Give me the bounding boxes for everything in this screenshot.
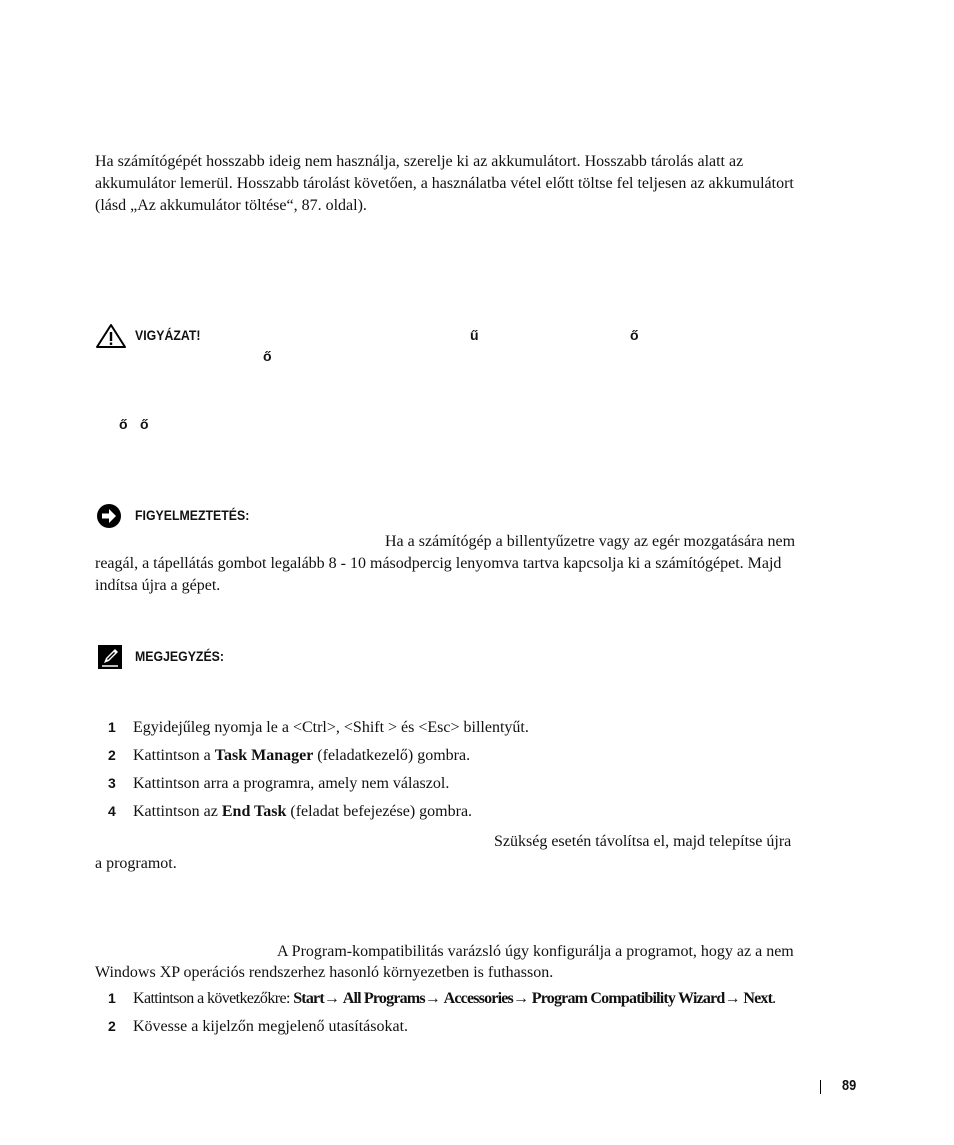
notice-icon: [96, 503, 122, 529]
list-item: [108, 1018, 408, 1036]
battery-storage-paragraph: [95, 151, 855, 217]
caution-glyph: ő: [263, 348, 272, 364]
caution-label: VIGYÁZAT!: [135, 327, 201, 343]
step-number: 1: [108, 990, 116, 1006]
list-item: [108, 990, 776, 1008]
reinstall-line: Szükség esetén távolítsa el, majd telepítse újra: [494, 833, 792, 850]
stray-glyph: ő: [140, 416, 149, 432]
step-number: 2: [108, 747, 116, 763]
compat-line: Windows XP operációs rendszerhez hasonló környezetben is futhasson.: [95, 964, 554, 981]
notice-label: FIGYELMEZTETÉS:: [135, 507, 250, 523]
note-icon: [98, 645, 122, 669]
step-number: 2: [108, 1018, 116, 1034]
caution-glyph: ű: [470, 327, 479, 343]
step-text: Kattintson a következőkre: Start→ All Programs→ Accessories→ Program Compatibility Wizard→ Next.: [133, 990, 776, 1007]
step-number: 4: [108, 803, 116, 819]
list-item: [108, 803, 529, 831]
notice-line: indítsa újra a gépet.: [95, 577, 221, 594]
list-item: [108, 747, 529, 775]
paragraph-line: akkumulátor lemerül. Hosszabb tárolást követően, a használatba vétel előtt töltse fel teljesen az akkumulátort: [95, 175, 794, 192]
notice-line: Ha a számítógép a billentyűzetre vagy az egér mozgatására nem: [385, 533, 796, 550]
list-item: [108, 775, 529, 803]
step-text: Kattintson arra a programra, amely nem válaszol.: [133, 775, 450, 792]
step-text: Egyidejűleg nyomja le a <Ctrl>, <Shift > és <Esc> billentyűt.: [133, 719, 529, 736]
step-text: Kattintson az End Task (feladat befejezése) gombra.: [133, 803, 473, 820]
task-manager-steps: [108, 719, 529, 831]
compat-line: A Program-kompatibilitás varázsló úgy konfigurálja a programot, hogy az a nem: [277, 943, 794, 960]
step-text: Kövesse a kijelzőn megjelenő utasításokat.: [133, 1018, 409, 1035]
caution-glyph: ő: [630, 327, 639, 343]
page-number: 89: [842, 1077, 857, 1094]
page-divider: [820, 1080, 821, 1094]
list-item: [108, 719, 529, 747]
step-number: 3: [108, 775, 116, 791]
notice-line: reagál, a tápellátás gombot legalább 8 - 10 másodpercig lenyomva tartva kapcsolja ki a számítógépet. Majd: [95, 555, 782, 572]
stray-glyph: ő: [119, 416, 128, 432]
reinstall-line: a programot.: [95, 855, 177, 872]
paragraph-line: Ha számítógépét hosszabb ideig nem használja, szerelje ki az akkumulátort. Hosszabb tárolás alatt az: [95, 153, 744, 170]
step-text: Kattintson a Task Manager (feladatkezelő) gombra.: [133, 747, 471, 764]
paragraph-line: (lásd „Az akkumulátor töltése“, 87. oldal).: [95, 197, 367, 214]
note-label: MEGJEGYZÉS:: [135, 648, 225, 664]
caution-icon: [95, 323, 127, 349]
step-number: 1: [108, 719, 116, 735]
